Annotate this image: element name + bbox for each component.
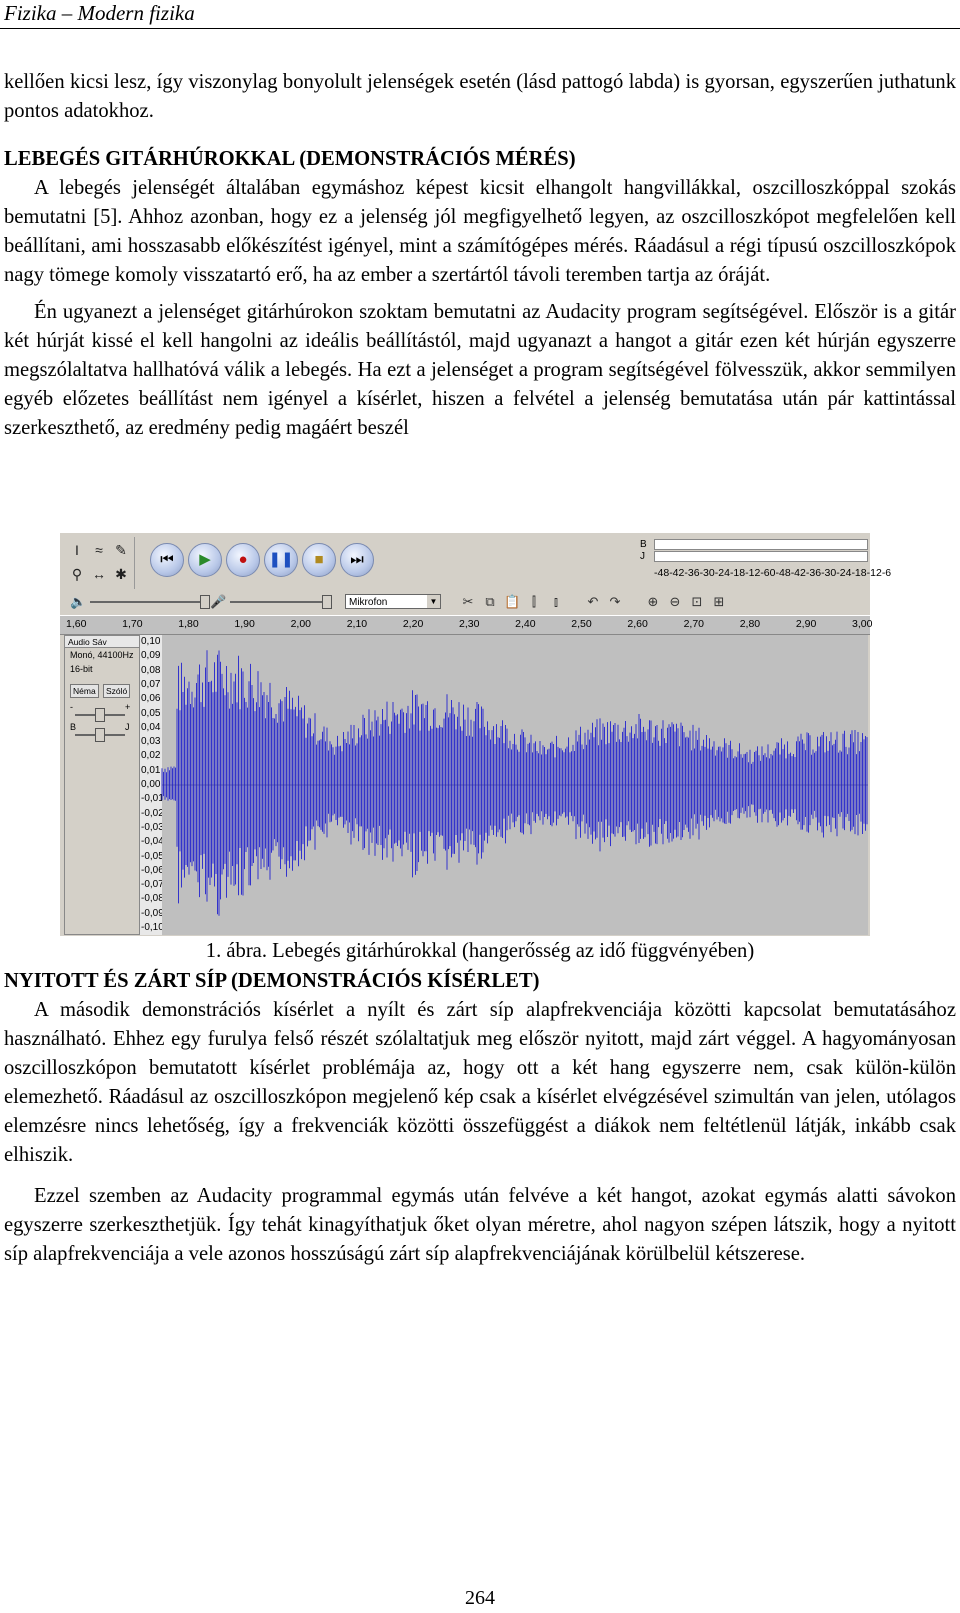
- timeline-tick-label: 2,60: [627, 618, 648, 630]
- amplitude-tick-label: 0,02: [141, 750, 161, 762]
- draw-tool-icon[interactable]: ✎: [115, 542, 127, 558]
- zoom-tool-icon[interactable]: ⚲: [71, 566, 83, 582]
- fit-project-icon[interactable]: ⊞: [713, 594, 725, 609]
- amplitude-tick-label: 0,05: [141, 707, 161, 719]
- amplitude-tick-label: 0,04: [141, 721, 161, 733]
- timeline-tick-label: 2,30: [459, 618, 480, 630]
- meter-scale-label: -42: [669, 567, 685, 579]
- timeline-ruler[interactable]: [60, 615, 873, 635]
- amplitude-tick-label: -0,01: [141, 793, 164, 805]
- pan-right-label: J: [125, 722, 130, 732]
- stop-icon[interactable]: ■: [302, 543, 336, 577]
- amplitude-tick-label: 0,03: [141, 736, 161, 748]
- gain-minus-label: -: [70, 702, 73, 712]
- amplitude-tick-label: -0,09: [141, 907, 164, 919]
- pan-thumb[interactable]: [95, 728, 105, 742]
- timeline-tick-label: 2,20: [402, 618, 424, 630]
- timeline-tick-label: 2,40: [515, 618, 536, 630]
- meter-scale-label: -18: [851, 567, 867, 579]
- timeline-tick-label: 2,90: [795, 618, 817, 630]
- record-icon[interactable]: ●: [226, 543, 260, 577]
- chevron-down-icon[interactable]: ▼: [427, 595, 440, 608]
- track-control-panel: [64, 635, 140, 935]
- amplitude-tick-label: 0,07: [141, 678, 161, 690]
- output-volume-thumb[interactable]: [200, 595, 210, 609]
- amplitude-tick-label: 0,09: [141, 650, 161, 662]
- input-source-value: Mikrofon: [349, 597, 388, 608]
- heading-lebeges: LEBEGÉS GITÁRHÚROKKAL (DEMONSTRÁCIÓS MÉRÉS): [4, 148, 576, 170]
- amplitude-tick-label: -0,03: [141, 821, 164, 833]
- page-number: 264: [465, 1587, 495, 1609]
- trim-icon[interactable]: ⫿: [531, 594, 537, 609]
- amplitude-tick-label: -0,06: [141, 864, 164, 876]
- tools-toolbar: [64, 537, 135, 589]
- continuation-paragraph: kellően kicsi lesz, így viszonylag bonyolult jelenségek esetén (lásd pattogó labda) is gyorsan, egyszerűen juthatunk pontos adatokhoz.: [4, 71, 956, 122]
- multi-tool-icon[interactable]: ✱: [115, 566, 127, 582]
- zoom-out-icon[interactable]: ⊖: [669, 594, 681, 609]
- figure-caption: 1. ábra. Lebegés gitárhúrokkal (hangerősség az idő függvényében): [205, 940, 755, 962]
- amplitude-tick-label: 0,01: [141, 764, 161, 776]
- timeline-tick-label: 2,80: [739, 618, 761, 630]
- amplitude-tick-label: 0,00: [141, 779, 161, 790]
- waveform[interactable]: [162, 635, 868, 935]
- undo-icon[interactable]: ↶: [587, 594, 599, 609]
- timeline-tick-label: 1,90: [234, 618, 255, 630]
- meter-scale-label: -48: [654, 567, 670, 579]
- level-meter: [640, 537, 892, 585]
- meter-scale-label: -24: [714, 567, 730, 579]
- paragraph-sip-2: Ezzel szemben az Audacity programmal egymás után felvéve a két hangot, azokat egymás alatti sávokon egyszerre szerkeszthetjük. Így tehát kinagyíthatjuk őket olyan méretre, ahol nagyon szépen látszik, hogy a nyitott síp alapfrekvenciája a vele azonos hosszúságú zárt síp alapfrekvenciájának körülbelül kétszerese.: [4, 1185, 956, 1265]
- amplitude-tick-label: 0,08: [141, 664, 161, 676]
- meter-scale-label: -18: [729, 567, 746, 579]
- section-lebeges: [4, 68, 956, 443]
- copy-icon[interactable]: ⧉: [485, 594, 495, 609]
- rewind-icon[interactable]: ⏮: [150, 543, 184, 577]
- amplitude-tick-label: -0,08: [141, 893, 164, 905]
- timeline-tick-label: 2,10: [346, 618, 368, 630]
- meter-scale-label: -12: [745, 567, 761, 579]
- input-volume-icon: 🎤: [210, 594, 227, 609]
- input-source-select[interactable]: [345, 594, 441, 609]
- timeline-tick-label: 1,70: [122, 618, 143, 630]
- paragraph-sip-1: A második demonstrációs kísérlet a nyílt és zárt síp alapfrekvenciája közötti kapcsolat bemutatásához használható. Ehhez egy furulya felső részét szólaltatjuk meg először nyitott, majd zárt véggel. A hagyományosan oszcilloszkópon bemutatott kísérlet problémája az, hogy ott a két hang egyszerre nem, csak külön-külön elemezhető. Ráadásul az oszcilloszkópon megjelenő kép csak a kísérlet elvégzésével szimultán van jelen, utólagos elemzésre nincs lehetőség, így a frekvenciák közötti összefüggést a diákok nem feltétlenül látják, inkább csak elhiszik.: [4, 999, 956, 1166]
- fit-selection-icon[interactable]: ⊡: [691, 594, 703, 609]
- solo-button[interactable]: Szóló: [103, 684, 130, 698]
- cut-icon[interactable]: ✂: [462, 594, 474, 609]
- amplitude-tick-label: -0,04: [141, 836, 164, 848]
- meter-scale: [654, 567, 892, 579]
- fast-forward-icon[interactable]: ⏭: [340, 543, 374, 577]
- meter-scale-label: -30: [699, 567, 715, 579]
- meter-scale-label: -12: [866, 567, 882, 579]
- timeline-tick-label: 2,00: [290, 618, 311, 630]
- silence-icon[interactable]: ⫾: [553, 594, 559, 609]
- envelope-tool-icon[interactable]: ≈: [95, 542, 103, 558]
- amplitude-tick-label: -0,07: [141, 879, 164, 891]
- track-title[interactable]: Audio Sáv: [65, 636, 139, 648]
- timeline-tick-label: 2,50: [571, 618, 592, 630]
- input-volume-thumb[interactable]: [322, 595, 332, 609]
- amplitude-tick-label: -0,02: [141, 807, 164, 819]
- gain-thumb[interactable]: [95, 708, 105, 722]
- timeline-tick-label: 1,60: [66, 618, 87, 630]
- amplitude-tick-label: -0,10: [141, 922, 164, 933]
- meter-bar-left: [654, 539, 868, 550]
- pan-left-label: B: [70, 722, 77, 732]
- track-bitdepth: 16-bit: [70, 664, 93, 674]
- play-icon[interactable]: ▶: [188, 543, 222, 577]
- amplitude-axis: [140, 635, 163, 935]
- timeshift-tool-icon[interactable]: ↔: [92, 566, 106, 582]
- header-rule: [0, 28, 960, 29]
- paragraph-lebeges-1: A lebegés jelenségét általában egymáshoz képest kicsit elhangolt hangvillákkal, oszcilloszkóppal szokás bemutatni [5]. Ahhoz azonban, hogy ez a jelenség jól megfigyelhető legyen, az oszcilloszkópot megfelelően kell beállítani, ami hosszasabb előkészítést igényel, mint a számítógépes mérés. Ráadásul a régi típusú oszcilloszkópok nagy tömege komoly visszatartó erő, ha az ember a szertártól távoli teremben tartja az óráját.: [4, 177, 956, 286]
- redo-icon[interactable]: ↷: [609, 594, 621, 609]
- meter-scale-label: -30: [821, 567, 837, 579]
- meter-scale-label: -24: [836, 567, 852, 579]
- timeline-tick-label: 1,80: [178, 618, 199, 630]
- running-head: Fizika – Modern fizika: [4, 1, 195, 25]
- mute-button[interactable]: Néma: [70, 684, 99, 698]
- amplitude-tick-label: 0,10: [141, 636, 161, 647]
- selection-tool-icon[interactable]: I: [75, 542, 79, 558]
- pause-icon[interactable]: ❚❚: [264, 543, 298, 577]
- timeline-tick-label: 3,00: [852, 618, 873, 630]
- mixer-toolbar: [60, 591, 870, 613]
- meter-bar-right: [654, 551, 868, 562]
- paragraph-lebeges-2: Én ugyanezt a jelenséget gitárhúrokon szoktam bemutatni az Audacity program segítségével. Először is a gitár két húrját kissé el kell hangolni az ideális beállítástól, majd ugyanazt a hangot a gitár ezen két húrján egyszerre megszólaltatva hallhatóvá válik a lebegés. Ha ezt a jelenséget a program segítségével fölvesszük, akkor semmilyen egyéb előzetes beállítást nem igényel a kísérlet, hiszen a felvétel a jelenség bemutatása után pár kattintással szerkeszthető, az eredmény pedig magáért beszél: [4, 301, 956, 439]
- section-sip: [4, 967, 956, 1269]
- meter-scale-label: 0: [769, 567, 776, 579]
- amplitude-tick-label: -0,05: [141, 850, 164, 862]
- output-volume-slider[interactable]: [90, 601, 210, 603]
- input-volume-slider[interactable]: [230, 601, 330, 603]
- meter-scale-label: -36: [805, 567, 822, 579]
- zoom-in-icon[interactable]: ⊕: [647, 594, 659, 609]
- amplitude-tick-label: 0,06: [141, 693, 161, 705]
- meter-right-label: J: [640, 551, 645, 562]
- heading-sip: NYITOTT ÉS ZÁRT SÍP (DEMONSTRÁCIÓS KÍSÉRLET): [4, 970, 540, 992]
- gain-plus-label: +: [125, 702, 131, 712]
- output-volume-icon: 🔈: [70, 594, 87, 609]
- meter-scale-label: -42: [790, 567, 806, 579]
- meter-left-label: B: [640, 539, 647, 550]
- meter-scale-label: -48: [775, 567, 791, 579]
- track-format: Monó, 44100Hz: [70, 650, 134, 660]
- meter-scale-label: -36: [684, 567, 700, 579]
- audacity-figure: [60, 533, 892, 936]
- meter-scale-label: -6: [760, 567, 770, 579]
- meter-scale-label: -6: [881, 567, 892, 579]
- paste-icon[interactable]: 📋: [504, 594, 521, 609]
- waveform-trace: [162, 650, 867, 916]
- timeline-tick-label: 2,70: [683, 618, 704, 630]
